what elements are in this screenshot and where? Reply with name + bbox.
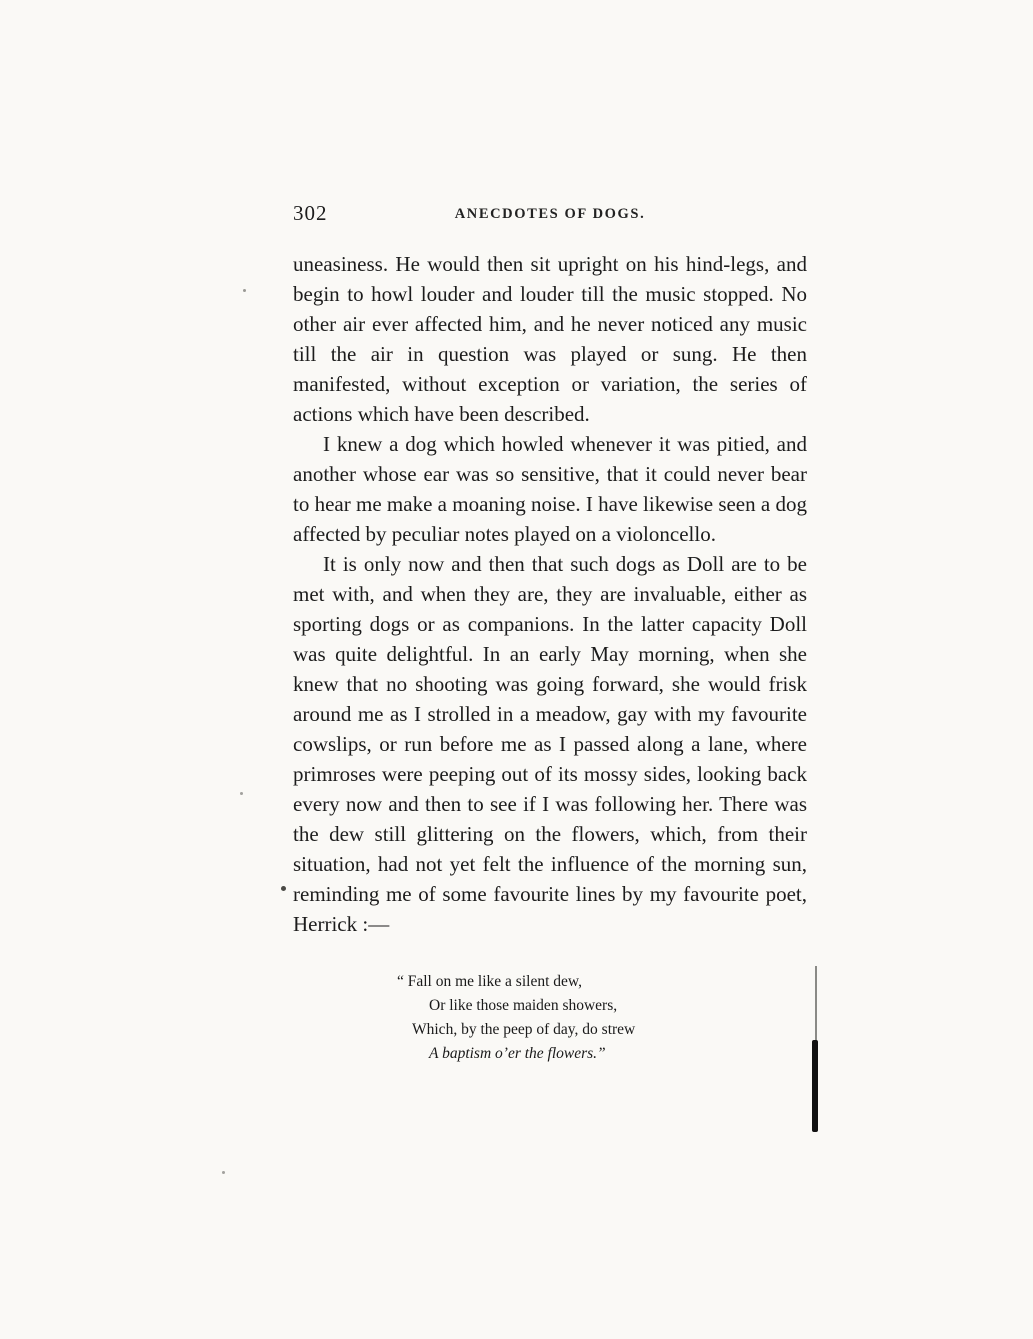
paragraph-2: I knew a dog which howled whenever it was pitied, and another whose ear was so sensitive, that it could never bear to hear me make a moaning noise. I have likewise seen a dog affected by peculiar notes played on a violoncello. bbox=[293, 432, 807, 546]
page-body bbox=[293, 249, 807, 1066]
poem-line-2: Or like those maiden showers, bbox=[429, 997, 618, 1014]
poem-block bbox=[397, 970, 807, 1066]
scan-artifact-dot bbox=[281, 886, 286, 891]
paragraph-1: uneasiness. He would then sit upright on his hind-legs, and begin to howl louder and louder till the music stopped. No other air ever affected him, and he never noticed any music till the air in question was played or sung. He then manifested, without exception or variation, the series of actions which have been described. bbox=[293, 252, 807, 426]
scan-artifact-speck bbox=[222, 1171, 225, 1174]
poem-line-4: A baptism o’er the flowers.” bbox=[429, 1045, 606, 1062]
paragraph-3: It is only now and then that such dogs as Doll are to be met with, and when they are, they are invaluable, either as sporting dogs or as companions. In the latter capacity Doll was quite delightful. In an early May morning, when she knew that no shooting was going forward, she would frisk around me as I strolled in a meadow, gay with my favourite cowslips, or run before me as I passed along a lane, where primroses were peeping out of its mossy sides, looking back every now and then to see if I was following her. There was the dew still glittering on the flowers, which, from their situation, had not yet felt the influence of the morning sun, reminding me of some favourite lines by my favourite poet, Herrick :— bbox=[293, 552, 807, 936]
poem-line-1: “ Fall on me like a silent dew, bbox=[397, 973, 582, 990]
scan-artifact-speck bbox=[243, 289, 246, 292]
page-header bbox=[293, 201, 807, 227]
poem-line-3: Which, by the peep of day, do strew bbox=[412, 1021, 636, 1038]
page-number: 302 bbox=[293, 201, 328, 225]
scan-artifact-thin-line bbox=[815, 966, 817, 1042]
running-header: ANECDOTES OF DOGS. bbox=[454, 206, 646, 222]
scan-artifact-thick-line bbox=[812, 1040, 818, 1132]
scan-artifact-speck bbox=[240, 792, 243, 795]
